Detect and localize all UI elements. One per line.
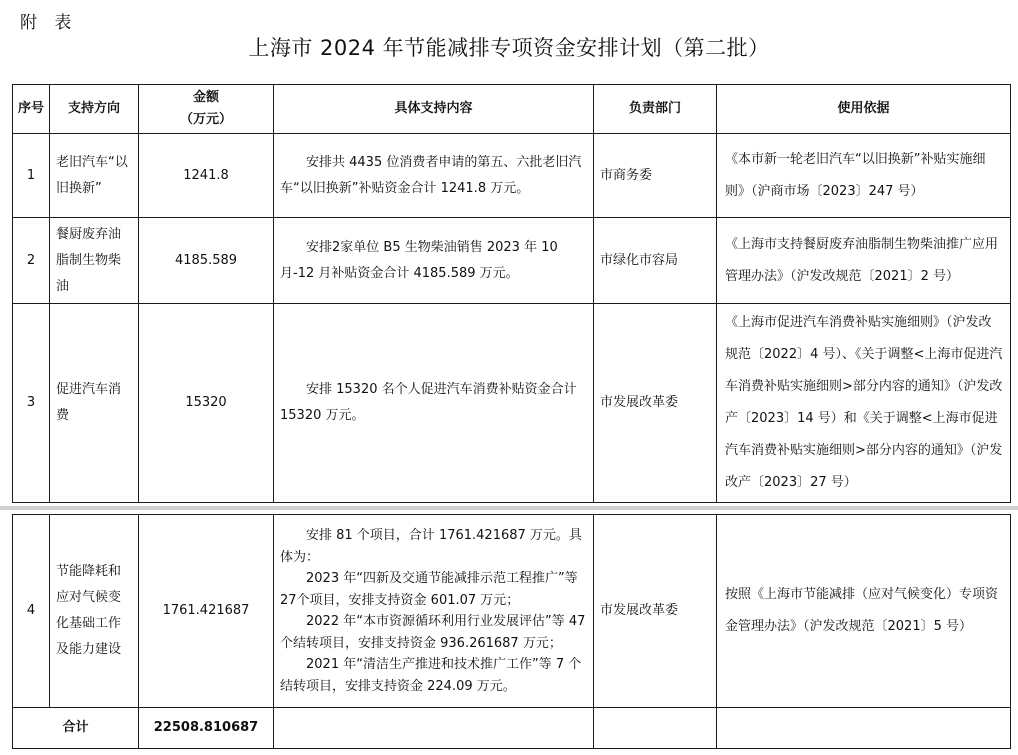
annex-label: 附 表 xyxy=(20,13,78,33)
row-basis: 《上海市促进汽车消费补贴实施细则》（沪发改规范〔2022〕4 号）、《关于调整<上海市促进汽车消费补贴实施细则>部分内容的通知》（沪发改产〔2023〕14 号）和《关于调整<上海市促进汽车消费补贴实施细则>部分内容的通知》（沪发改产〔2023〕27 号） xyxy=(717,304,1011,503)
document-title: 上海市 2024 年节能减排专项资金安排计划（第二批） xyxy=(248,36,770,60)
row-amount: 15320 xyxy=(139,304,274,503)
row-basis: 按照《上海市节能减排（应对气候变化）专项资金管理办法》（沪发改规范〔2021〕5 号） xyxy=(717,515,1011,708)
total-content-empty xyxy=(274,708,594,749)
table-row xyxy=(13,515,1011,708)
row-department: 市绿化市容局 xyxy=(594,218,717,304)
content-paragraph: 2021 年“清洁生产推进和技术推广工作”等 7 个结转项目，安排支持资金 224.09 万元。 xyxy=(280,657,582,694)
row-amount: 1241.8 xyxy=(139,134,274,218)
table-row xyxy=(13,304,1011,503)
header-direction: 支持方向 xyxy=(50,85,139,134)
row-direction: 节能降耗和应对气候变化基础工作及能力建设 xyxy=(50,515,139,708)
header-amount-unit: （万元） xyxy=(179,112,232,127)
row-department: 市商务委 xyxy=(594,134,717,218)
header-amount xyxy=(139,85,274,134)
row-no: 3 xyxy=(13,304,50,503)
total-amount: 22508.810687 xyxy=(139,708,274,749)
row-basis: 《上海市支持餐厨废弃油脂制生物柴油推广应用管理办法》（沪发改规范〔2021〕2 号） xyxy=(717,218,1011,304)
total-label: 合计 xyxy=(13,708,139,749)
table-header-row xyxy=(13,85,1011,134)
total-department-empty xyxy=(594,708,717,749)
content-paragraph: 安排 81 个项目，合计 1761.421687 万元。具体为： xyxy=(280,528,582,565)
row-amount: 4185.589 xyxy=(139,218,274,304)
content-paragraph: 2023 年“四新及交通节能减排示范工程推广”等 27个项目，安排支持资金 601.07 万元； xyxy=(280,571,578,608)
header-basis: 使用依据 xyxy=(717,85,1011,134)
row-direction: 老旧汽车“以旧换新” xyxy=(50,134,139,218)
header-department: 负责部门 xyxy=(594,85,717,134)
header-amount-label: 金额 xyxy=(192,90,219,105)
table-row xyxy=(13,218,1011,304)
header-content: 具体支持内容 xyxy=(274,85,594,134)
table-total-row xyxy=(13,708,1011,749)
row-no: 4 xyxy=(13,515,50,708)
content-paragraph: 2022 年“本市资源循环利用行业发展评估”等 47个结转项目，安排支持资金 936.261687 万元； xyxy=(280,614,586,651)
row-basis: 《本市新一轮老旧汽车“以旧换新”补贴实施细则》（沪商市场〔2023〕247 号） xyxy=(717,134,1011,218)
funding-table-page-2 xyxy=(12,514,1011,749)
table-row xyxy=(13,134,1011,218)
row-amount: 1761.421687 xyxy=(139,515,274,708)
row-no: 2 xyxy=(13,218,50,304)
row-content: 安排 15320 名个人促进汽车消费补贴资金合计 15320 万元。 xyxy=(274,304,594,503)
row-department: 市发展改革委 xyxy=(594,515,717,708)
total-basis-empty xyxy=(717,708,1011,749)
row-content: 安排2家单位 B5 生物柴油销售 2023 年 10 月-12 月补贴资金合计 4185.589 万元。 xyxy=(274,218,594,304)
row-content xyxy=(274,515,594,708)
page-break-divider xyxy=(0,506,1018,510)
row-department: 市发展改革委 xyxy=(594,304,717,503)
header-no: 序号 xyxy=(13,85,50,134)
row-direction: 促进汽车消费 xyxy=(50,304,139,503)
row-no: 1 xyxy=(13,134,50,218)
row-direction: 餐厨废弃油脂制生物柴油 xyxy=(50,218,139,304)
funding-table-page-1 xyxy=(12,84,1011,503)
row-content: 安排共 4435 位消费者申请的第五、六批老旧汽车“以旧换新”补贴资金合计 1241.8 万元。 xyxy=(274,134,594,218)
